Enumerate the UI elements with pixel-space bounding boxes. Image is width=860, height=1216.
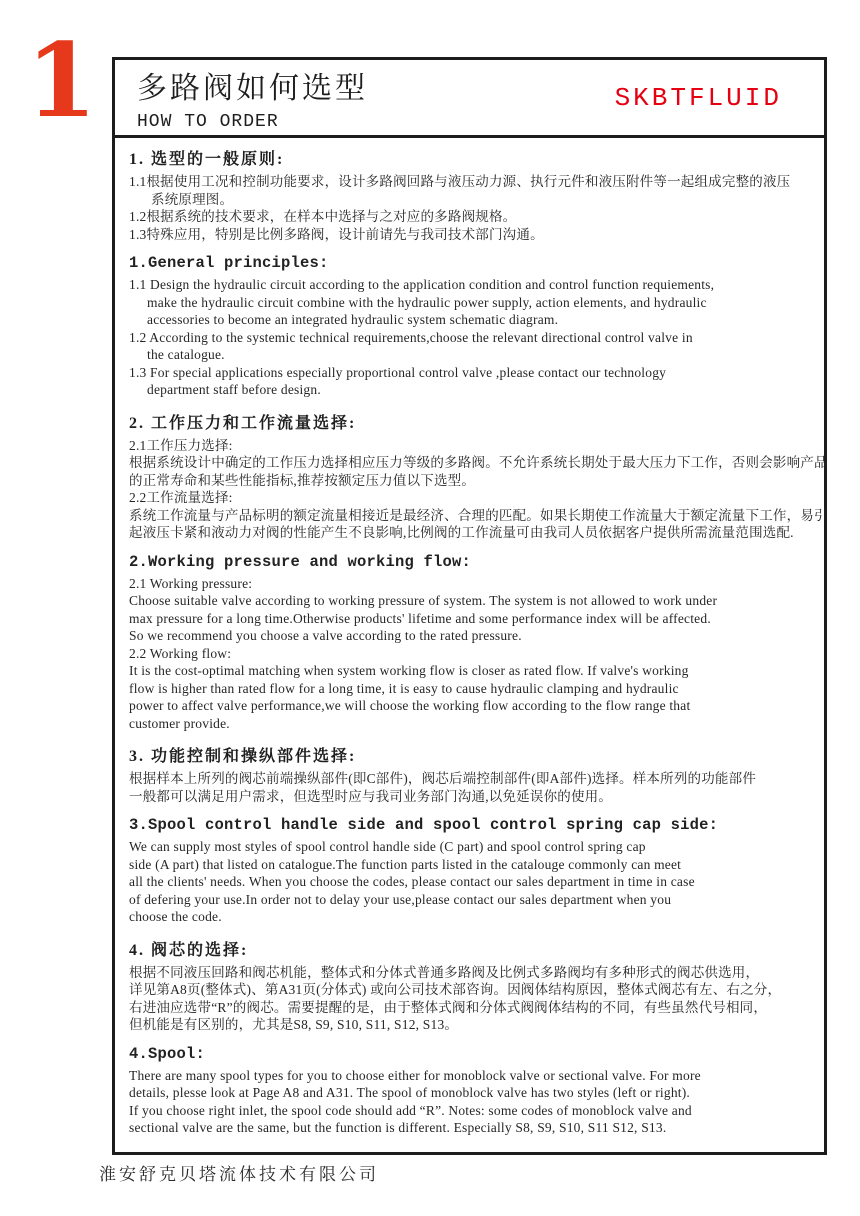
page-title-en: HOW TO ORDER <box>137 112 279 132</box>
section-heading-en: 4.Spool: <box>129 1044 206 1063</box>
text-line: 右进油应选带“R”的阀芯。需要提醒的是，由于整体式阀和分体式阀阀体结构的不同，有些虽然代号相同， <box>129 999 768 1015</box>
section-heading-zh: 4. 阀芯的选择: <box>129 941 249 959</box>
text-line: choose the code. <box>129 909 222 924</box>
text-line: 1.3 For special applications especially proportional control valve ,please contact our technology <box>129 364 667 380</box>
content-body <box>115 138 828 1137</box>
text-line: accessories to become an integrated hydraulic system schematic diagram. <box>147 312 559 327</box>
text-line: 1.3特殊应用，特别是比例多路阀，设计前请先与我司技术部门沟通。 <box>129 226 544 242</box>
company-name: 淮安舒克贝塔流体技术有限公司 <box>99 1165 379 1184</box>
brand-logo: SKBTFLUID <box>614 82 782 113</box>
text-line: all the clients' needs. When you choose the codes, please contact our sales department in time in case <box>129 874 695 889</box>
text-line: 1.1 Design the hydraulic circuit according to the application condition and control function requiements, <box>129 277 715 292</box>
text-line: 2.2 Working flow: <box>129 645 232 661</box>
text-line: Choose suitable valve according to working pressure of system. The system is not allowed to work under <box>129 593 718 608</box>
section-heading-zh: 1. 选型的一般原则: <box>129 151 285 168</box>
text-line: 系统工作流量与产品标明的额定流量相接近是最经济、合理的匹配。如果长期使工作流量大于额定流量下工作，易引 <box>129 507 828 523</box>
text-line: 1.1根据使用工况和控制功能要求，设计多路阀回路与液压动力源、执行元件和液压附件等一起组成完整的液压 <box>129 174 791 189</box>
text-line: make the hydraulic circuit combine with the hydraulic power supply, action elements, and hydraulic <box>147 294 707 310</box>
text-line: customer provide. <box>129 715 230 731</box>
text-line: 2.2工作流量选择: <box>129 490 233 505</box>
section-heading-en: 2.Working pressure and working flow: <box>129 552 472 571</box>
text-line: 2.1工作压力选择: <box>129 437 233 453</box>
section-heading-en: 3.Spool control handle side and spool control spring cap side: <box>129 816 719 834</box>
text-line: sectional valve are the same, but the function is different. Especially S8, S9, S10, S11 S12, S13. <box>129 1120 667 1135</box>
text-line: If you choose right inlet, the spool code should add “R”. Notes: some codes of monoblock valve and <box>129 1102 692 1118</box>
section-heading-zh: 3. 功能控制和操纵部件选择: <box>129 748 357 765</box>
text-line: 2.1 Working pressure: <box>129 575 253 591</box>
text-line: 一般都可以满足用户需求，但选型时应与我司业务部门沟通,以免延误你的使用。 <box>129 788 613 804</box>
content-frame <box>112 57 827 1155</box>
text-line: It is the cost-optimal matching when system working flow is closer as rated flow. If valve's working <box>129 663 689 678</box>
header-titles <box>137 63 615 132</box>
text-line: flow is higher than rated flow for a long time, it is easy to cause hydraulic clamping and hydraulic <box>129 680 679 696</box>
section-spool-selection <box>129 941 810 1137</box>
text-line: 根据系统设计中确定的工作压力选择相应压力等级的多路阀。不允许系统长期处于最大压力下工作，否则会影响产品 <box>129 455 828 470</box>
page-title-zh: 多路阀如何选型 <box>137 72 368 105</box>
text-line: max pressure for a long time.Otherwise products' lifetime and some performance index will be affected. <box>129 610 711 626</box>
text-line: department staff before design. <box>147 382 321 397</box>
section-working-pressure-flow <box>129 414 828 733</box>
section-general-principles <box>129 150 810 399</box>
text-line: So we recommend you choose a valve according to the rated pressure. <box>129 628 522 643</box>
section-spool-control-parts <box>129 747 810 926</box>
text-line: 起液压卡紧和液动力对阀的性能产生不良影响,比例阀的工作流量可由我司人员依据客户提供所需流量范围选配. <box>129 525 794 540</box>
text-line: 详见第A8页(整体式)、第A31页(分体式) 或向公司技术部咨询。因阀体结构原因，整体式阀芯有左、右之分， <box>129 982 782 997</box>
section-heading-zh: 2. 工作压力和工作流量选择: <box>129 414 357 432</box>
section-heading-en: 1.General principles: <box>129 254 329 272</box>
text-line: 但机能是有区别的，尤其是S8, S9, S10, S11, S12, S13。 <box>129 1017 459 1032</box>
text-line: side (A part) that listed on catalogue.The function parts listed in the catalouge commonly can meet <box>129 856 682 872</box>
text-line: power to affect valve performance,we will choose the working flow according to the flow range that <box>129 698 691 713</box>
text-line: 1.2根据系统的技术要求，在样本中选择与之对应的多路阀规格。 <box>129 209 517 224</box>
text-line: 1.2 According to the systemic technical requirements,choose the relevant directional control valve in <box>129 329 693 345</box>
text-line: There are many spool types for you to choose either for monoblock valve or sectional valve. For more <box>129 1067 701 1083</box>
text-line: the catalogue. <box>147 347 225 362</box>
text-line: We can supply most styles of spool control handle side (C part) and spool control spring cap <box>129 839 646 854</box>
header <box>115 60 824 138</box>
text-line: 根据不同液压回路和阀芯机能，整体式和分体式普通多路阀及比例式多路阀均有多种形式的阀芯供选用， <box>129 964 760 980</box>
text-line: 根据样本上所列的阀芯前端操纵部件(即C部件)，阀芯后端控制部件(即A部件)选择。样本所列的功能部件 <box>129 771 757 786</box>
text-line: details, plesse look at Page A8 and A31. The spool of monoblock valve has two styles (left or right). <box>129 1085 690 1100</box>
text-line: of defering your use.In order not to delay your use,please contact our sales department when you <box>129 891 672 907</box>
text-line: 系统原理图。 <box>151 191 234 207</box>
text-line: 的正常寿命和某些性能指标,推荐按额定压力值以下选型。 <box>129 472 476 488</box>
page-number: 1 <box>26 21 97 141</box>
